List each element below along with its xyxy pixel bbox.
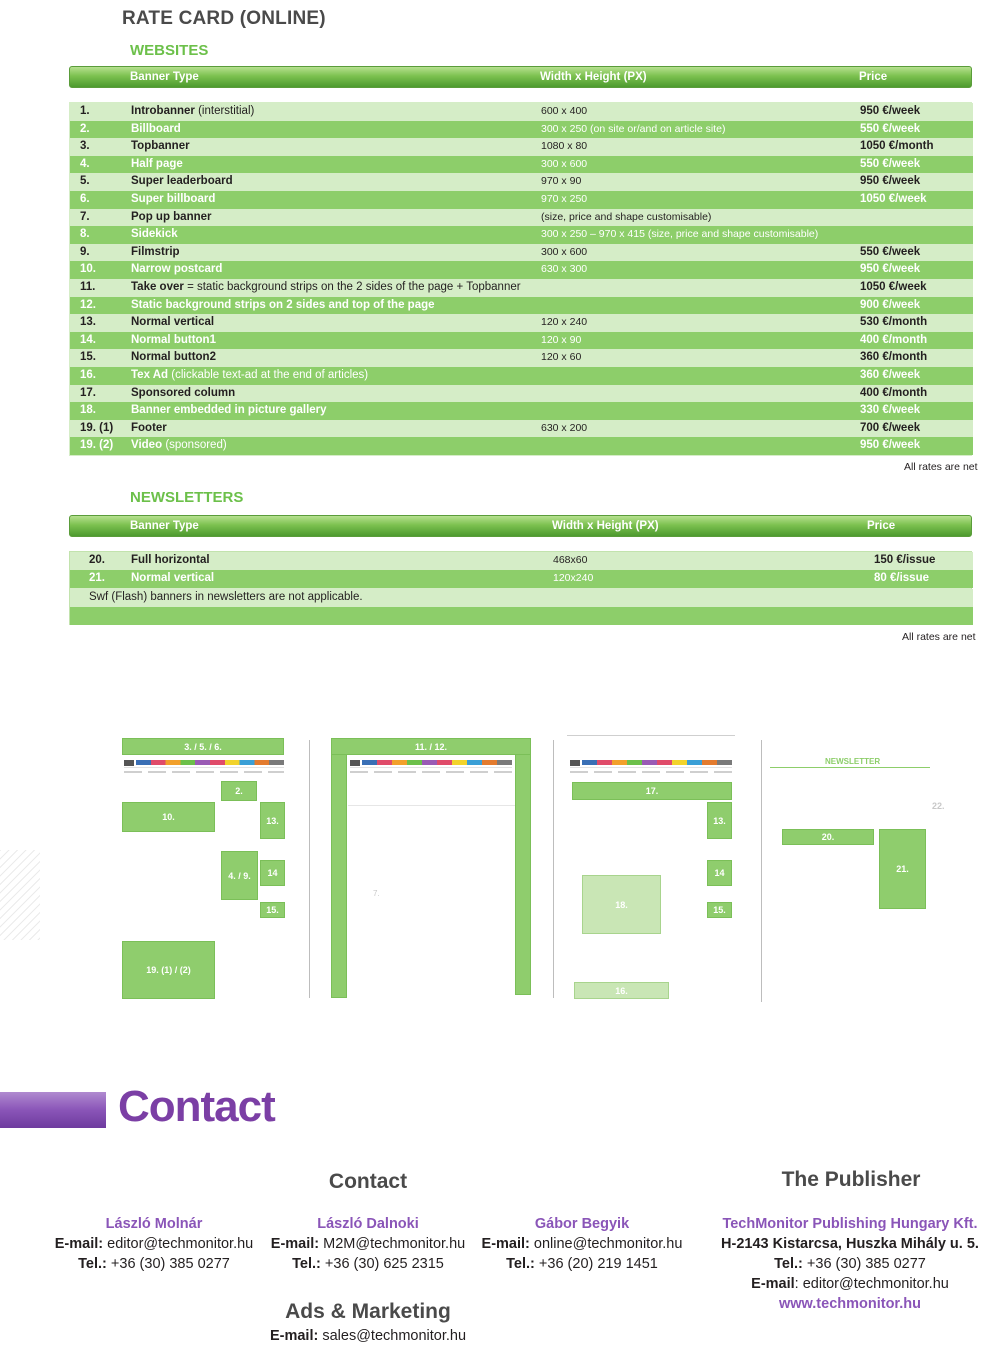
row-num: 11.: [80, 281, 96, 293]
websites-note: All rates are net: [904, 461, 978, 473]
row-name-extra: (clickable text-ad at the end of articles): [171, 369, 369, 381]
row-name: [131, 332, 216, 350]
email-label: E-mail: [751, 1276, 795, 1292]
row-name-main: Filmstrip: [131, 245, 180, 258]
row-num: 21.: [89, 572, 105, 584]
table-row: [70, 367, 973, 385]
row-name-main: Introbanner: [131, 105, 195, 117]
row-size: 300 x 250 – 970 x 415 (size, price and shape customisable): [541, 228, 819, 241]
row-name: [131, 103, 254, 121]
header-price: Price: [859, 71, 888, 83]
table-row: [70, 156, 973, 174]
diagram-box-14: 14: [260, 860, 285, 886]
newsletters-header: [69, 515, 972, 537]
row-name-main: Tex Ad: [131, 369, 169, 381]
row-name: [131, 279, 521, 297]
diagram-box-13: 13.: [260, 802, 285, 839]
person-email[interactable]: M2M@techmonitor.hu: [323, 1236, 466, 1252]
publisher-tel: +36 (30) 385 0277: [806, 1256, 926, 1272]
table-row: [70, 121, 973, 139]
site-logo-icon: [350, 760, 360, 766]
row-price: 950 €/week: [860, 175, 921, 188]
row-size: 970 x 90: [541, 175, 582, 188]
row-name: [131, 367, 368, 385]
row-num: 16.: [80, 369, 96, 381]
row-num: 8.: [80, 228, 90, 241]
nav-sublines: [124, 767, 284, 776]
row-size: 630 x 200: [541, 421, 588, 434]
email-label: E-mail:: [270, 1236, 320, 1252]
row-name-extra: (sponsored): [165, 439, 227, 452]
diagram-strip-right: [515, 755, 531, 995]
row-name-main: Normal button1: [131, 333, 216, 346]
diagram-box-18: 18.: [582, 875, 661, 934]
row-size: 970 x 250: [541, 193, 588, 205]
row-name-main: Footer: [131, 421, 167, 434]
row-name: [131, 437, 227, 455]
ads-email-line: [258, 1326, 478, 1346]
row-num: 19. (2): [80, 439, 114, 452]
person-tel: +36 (30) 625 2315: [324, 1256, 444, 1272]
newsletter-rule: [770, 767, 930, 768]
row-size: 300 x 250 (on site or/and on article site): [541, 122, 726, 135]
nl-empty-row: [70, 607, 973, 625]
row-name: [131, 173, 233, 191]
page-outline: [567, 735, 735, 736]
publisher-email-line: E-mail: editor@techmonitor.hu: [751, 1276, 949, 1292]
person-tel: +36 (30) 385 0277: [110, 1256, 230, 1272]
diagram-box-14b: 14: [707, 860, 732, 886]
publisher-website-link[interactable]: www.techmonitor.hu: [778, 1296, 922, 1312]
tel-label: Tel.:: [506, 1256, 535, 1272]
row-num: 13.: [80, 316, 96, 329]
ads-heading: Ads & Marketing: [285, 1300, 451, 1323]
row-price: 150 €/issue: [874, 554, 936, 566]
diagram-box-16: 16.: [574, 982, 669, 999]
row-price: 550 €/week: [860, 157, 921, 170]
diagram-box-2: 2.: [221, 781, 257, 801]
person-name: László Dalnoki: [317, 1216, 419, 1232]
websites-table: [69, 102, 972, 456]
divider: [553, 740, 554, 998]
row-price: 1050 €/week: [860, 281, 927, 293]
row-name-main: Super billboard: [131, 193, 216, 205]
diagram-label-7: 7.: [373, 889, 380, 898]
row-price: 360 €/week: [860, 369, 921, 381]
person-tel-line: [472, 1254, 692, 1274]
row-size: 300 x 600: [541, 245, 588, 258]
row-price: 950 €/week: [860, 263, 921, 276]
table-row: [70, 103, 973, 121]
row-num: 5.: [80, 175, 90, 188]
nl-header-price: Price: [867, 520, 896, 532]
row-name-main: Banner embedded in picture gallery: [131, 404, 327, 417]
row-price: 1050 €/week: [860, 193, 927, 205]
publisher-tel-line: [700, 1254, 1000, 1274]
row-num: 18.: [80, 404, 96, 417]
row-name: [131, 138, 190, 156]
row-size: 120 x 240: [541, 316, 588, 329]
row-name: [131, 385, 235, 403]
row-name-main: Sponsored column: [131, 386, 236, 399]
row-num: 6.: [80, 193, 90, 205]
tel-label: Tel.:: [78, 1256, 107, 1272]
diagram-box-17: 17.: [572, 782, 732, 800]
site-logo-icon: [570, 760, 580, 766]
row-price: 530 €/month: [860, 316, 928, 329]
email-label: E-mail:: [54, 1236, 104, 1252]
row-name-main: Static background strips on 2 sides and top of the page: [131, 298, 435, 311]
publisher-heading: The Publisher: [781, 1168, 921, 1191]
diagram-box-20: 20.: [782, 829, 874, 845]
diagram-strip-left: [331, 755, 347, 998]
row-price: 950 €/week: [860, 439, 921, 452]
contact-accent-bar: [0, 1092, 106, 1128]
row-name: [131, 314, 214, 332]
email-label: E-mail:: [481, 1236, 530, 1252]
row-num: 20.: [89, 554, 105, 566]
diagram-box-15: 15.: [260, 902, 285, 918]
row-price: 330 €/week: [860, 404, 921, 417]
diagram-box-19: 19. (1) / (2): [122, 941, 215, 999]
row-size: 1080 x 80: [541, 140, 588, 153]
contact-person-2: [258, 1214, 478, 1274]
tel-label: Tel.:: [292, 1256, 321, 1272]
row-name-extra: (interstitial): [198, 105, 255, 117]
diagram-box-13b: 13.: [707, 802, 732, 839]
row-name: [131, 121, 181, 139]
nav-strip: [136, 760, 284, 765]
diagram-label-22: 22.: [932, 801, 945, 811]
websites-header: [69, 66, 972, 88]
row-size: 600 x 400: [541, 105, 588, 117]
diagram-box-15b: 15.: [707, 902, 732, 918]
websites-title: WEBSITES: [130, 42, 209, 59]
row-price: 700 €/week: [860, 421, 921, 434]
header-size: Width x Height (PX): [540, 71, 647, 83]
row-num: 14.: [80, 333, 96, 346]
row-price: 360 €/month: [860, 351, 928, 364]
newsletters-table: [69, 551, 972, 625]
table-row: [70, 349, 973, 367]
newsletters-title: NEWSLETTERS: [130, 489, 244, 506]
header-banner-type: Banner Type: [130, 71, 199, 83]
row-name: [131, 226, 178, 244]
row-name-main: Pop up banner: [131, 210, 212, 223]
divider: [309, 740, 310, 998]
person-tel-line: [44, 1254, 264, 1274]
page-title: RATE CARD (ONLINE): [122, 8, 326, 29]
diagram-box-10: 10.: [122, 802, 215, 832]
nl-header-banner-type: Banner Type: [130, 520, 199, 532]
person-name: Gábor Begyik: [534, 1216, 630, 1232]
row-price: 400 €/month: [860, 333, 928, 346]
publisher-email[interactable]: editor@techmonitor.hu: [802, 1276, 949, 1292]
row-name: Full horizontal: [131, 554, 210, 566]
row-num: 17.: [80, 386, 96, 399]
row-size: 630 x 300: [541, 263, 588, 276]
row-num: 3.: [80, 140, 90, 153]
row-name-main: Billboard: [131, 122, 181, 135]
row-num: 7.: [80, 210, 90, 223]
row-name-main: Sidekick: [131, 228, 178, 241]
site-logo-icon: [124, 760, 134, 766]
nl-header-size: Width x Height (PX): [552, 520, 659, 532]
row-price: 400 €/month: [860, 386, 928, 399]
table-row: [70, 402, 973, 420]
diagram-box-top: 3. / 5. / 6.: [122, 738, 284, 755]
diagram-box-21: 21.: [879, 829, 926, 909]
row-price: 550 €/week: [860, 122, 921, 135]
row-price: 950 €/week: [860, 105, 921, 117]
row-name-main: Super leaderboard: [131, 175, 233, 188]
row-name-main: Video: [131, 439, 163, 452]
row-name: [131, 261, 222, 279]
nav-sublines: [350, 767, 512, 776]
row-size: 120 x 90: [541, 333, 582, 346]
publisher-address: H-2143 Kistarcsa, Huszka Mihály u. 5.: [721, 1236, 979, 1252]
person-email[interactable]: online@techmonitor.hu: [533, 1236, 683, 1252]
table-row: [70, 437, 973, 455]
table-row: [70, 332, 973, 350]
row-price: 900 €/week: [860, 298, 921, 311]
table-row: [70, 261, 973, 279]
row-name: [131, 244, 180, 262]
row-name: Normal vertical: [131, 572, 215, 584]
nav-strip: [362, 760, 512, 765]
row-num: 15.: [80, 351, 96, 364]
row-size: 120x240: [553, 572, 594, 584]
row-name-main: Normal vertical: [131, 316, 215, 329]
divider: [761, 740, 762, 1002]
row-num: 10.: [80, 263, 96, 276]
person-email-line: [472, 1234, 692, 1254]
row-name-main: Take over: [131, 281, 184, 293]
row-name-main: Normal button2: [131, 351, 216, 364]
publisher-block: [700, 1214, 1000, 1314]
email-label: E-mail:: [269, 1328, 319, 1344]
table-row: [70, 385, 973, 403]
person-email-line: [258, 1234, 478, 1254]
table-row: [70, 226, 973, 244]
person-email-line: [44, 1234, 264, 1254]
row-name-main: Topbanner: [131, 140, 190, 153]
table-row: [70, 173, 973, 191]
row-num: 19. (1): [80, 421, 114, 434]
row-num: 1.: [80, 105, 90, 117]
ads-email[interactable]: sales@techmonitor.hu: [322, 1328, 467, 1344]
table-row: [70, 138, 973, 156]
contact-subheading: Contact: [328, 1170, 408, 1193]
table-row: [70, 191, 973, 209]
row-price: 550 €/week: [860, 245, 921, 258]
row-name: [131, 191, 215, 209]
contact-person-1: [44, 1214, 264, 1274]
table-row: [70, 552, 973, 570]
nl-remark-row: [70, 589, 973, 607]
publisher-name: TechMonitor Publishing Hungary Kft.: [722, 1216, 978, 1232]
row-name: [131, 297, 435, 315]
row-name: [131, 402, 327, 420]
table-row: [70, 314, 973, 332]
row-size: (size, price and shape customisable): [541, 210, 712, 223]
decorative-hatch: [0, 850, 40, 940]
row-num: 2.: [80, 122, 90, 135]
row-num: 4.: [80, 157, 90, 170]
person-email[interactable]: editor@techmonitor.hu: [107, 1236, 254, 1252]
table-row: [70, 420, 973, 438]
nav-strip: [582, 760, 732, 765]
person-name: László Molnár: [105, 1216, 203, 1232]
row-name-extra: = static background strips on the 2 sides of the page + Topbanner: [187, 281, 521, 293]
table-row: [70, 570, 973, 588]
table-row: [70, 209, 973, 227]
nl-remark: Swf (Flash) banners in newsletters are not applicable.: [89, 591, 363, 603]
newsletters-note: All rates are net: [902, 631, 976, 643]
row-price: 1050 €/month: [860, 140, 934, 153]
person-tel-line: [258, 1254, 478, 1274]
page-outline: [348, 805, 515, 806]
diagram-box-11-12: 11. / 12.: [331, 738, 531, 755]
tel-label: Tel.:: [774, 1256, 803, 1272]
person-tel: +36 (20) 219 1451: [538, 1256, 658, 1272]
row-size: 300 x 600: [541, 157, 588, 170]
row-size: 120 x 60: [541, 351, 582, 364]
nav-sublines: [570, 767, 732, 776]
row-name: [131, 156, 183, 174]
newsletter-label: NEWSLETTER: [825, 757, 881, 766]
table-row: [70, 244, 973, 262]
row-name-main: Half page: [131, 157, 183, 170]
table-row: [70, 297, 973, 315]
contact-title: Contact: [118, 1082, 275, 1131]
row-price: 80 €/issue: [874, 572, 929, 584]
contact-person-3: [472, 1214, 692, 1274]
row-name: [131, 349, 216, 367]
diagram-box-4-9: 4. / 9.: [221, 851, 258, 900]
row-size: 468x60: [553, 554, 588, 566]
row-num: 12.: [80, 298, 96, 311]
row-name: [131, 420, 167, 438]
row-name-main: Narrow postcard: [131, 263, 223, 276]
row-num: 9.: [80, 245, 90, 258]
row-name: [131, 209, 212, 227]
table-row: [70, 279, 973, 297]
